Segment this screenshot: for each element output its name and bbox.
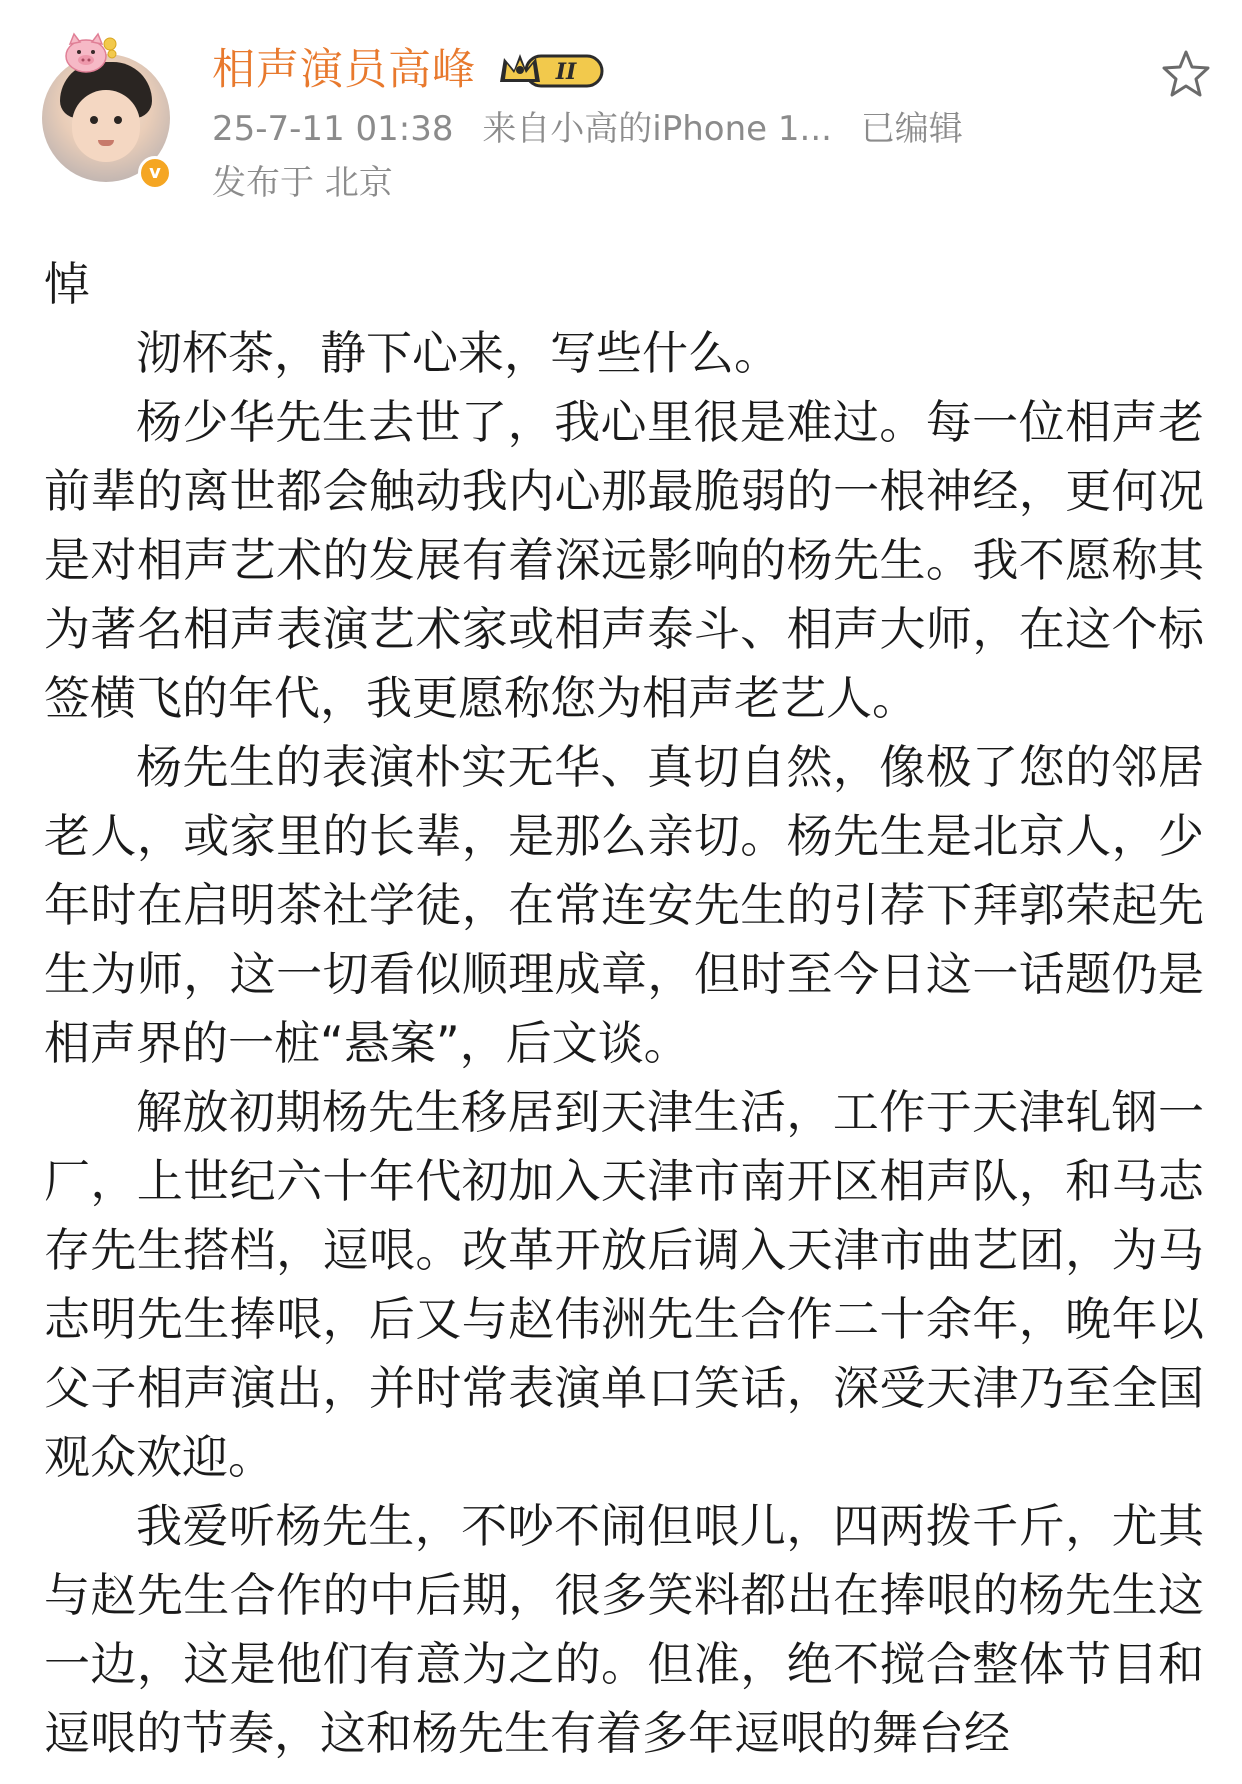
post-header bbox=[0, 0, 1242, 230]
pig-icon bbox=[62, 32, 118, 76]
favorite-button[interactable] bbox=[1158, 46, 1214, 102]
level-badge-text: II bbox=[555, 59, 577, 85]
post-title: 悼 bbox=[44, 257, 90, 311]
post-body bbox=[44, 250, 1204, 1768]
paragraph: 解放初期杨先生移居到天津生活，工作于天津轧钢一厂，上世纪六十年代初加入天津市南开区相声队，和马志存先生搭档，逗哏。改革开放后调入天津市曲艺团，为马志明先生捧哏，后又与赵伟洲先生合作二十余年，晚年以父子相声演出，并时常表演单口笑话，深受天津乃至全国观众欢迎。 bbox=[44, 1085, 1204, 1484]
source-prefix: 来自 bbox=[482, 109, 551, 149]
paragraph: 杨少华先生去世了，我心里很是难过。每一位相声老前辈的离世都会触动我内心那最脆弱的一根神经，更何况是对相声艺术的发展有着深远影响的杨先生。我不愿称其为著名相声表演艺术家或相声泰斗、相声大师，在这个标签横飞的年代，我更愿称您为相声老艺人。 bbox=[44, 395, 1204, 725]
edited-label[interactable]: 已编辑 bbox=[860, 109, 963, 149]
post-meta bbox=[212, 106, 981, 152]
author-avatar[interactable] bbox=[42, 38, 172, 183]
paragraph: 杨先生的表演朴实无华、真切自然，像极了您的邻居老人，或家里的长辈，是那么亲切。杨先生是北京人，少年时在启明茶社学徒，在常连安先生的引荐下拜郭荣起先生为师，这一切看似顺理成章，但时至今日这一话题仍是相声界的一桩“悬案”，后文谈。 bbox=[44, 740, 1204, 1070]
post-location: 发布于 北京 bbox=[212, 163, 393, 203]
star-icon bbox=[1158, 46, 1214, 102]
crown-level-badge bbox=[496, 48, 608, 92]
author-name[interactable]: 相声演员高峰 bbox=[212, 45, 476, 95]
paragraph: 沏杯茶，静下心来，写些什么。 bbox=[136, 326, 780, 380]
post-timestamp: 25-7-11 01:38 bbox=[212, 109, 454, 149]
source-device[interactable]: 小高的iPhone 1... bbox=[550, 109, 832, 149]
verified-icon: v bbox=[138, 156, 172, 190]
paragraph: 我爱听杨先生，不吵不闹但哏儿，四两拨千斤，尤其与赵先生合作的中后期，很多笑料都出在捧哏的杨先生这一边，这是他们有意为之的。但准，绝不搅合整体节目和逗哏的节奏，这和杨先生有着多年逗哏的舞台经 bbox=[44, 1499, 1204, 1760]
